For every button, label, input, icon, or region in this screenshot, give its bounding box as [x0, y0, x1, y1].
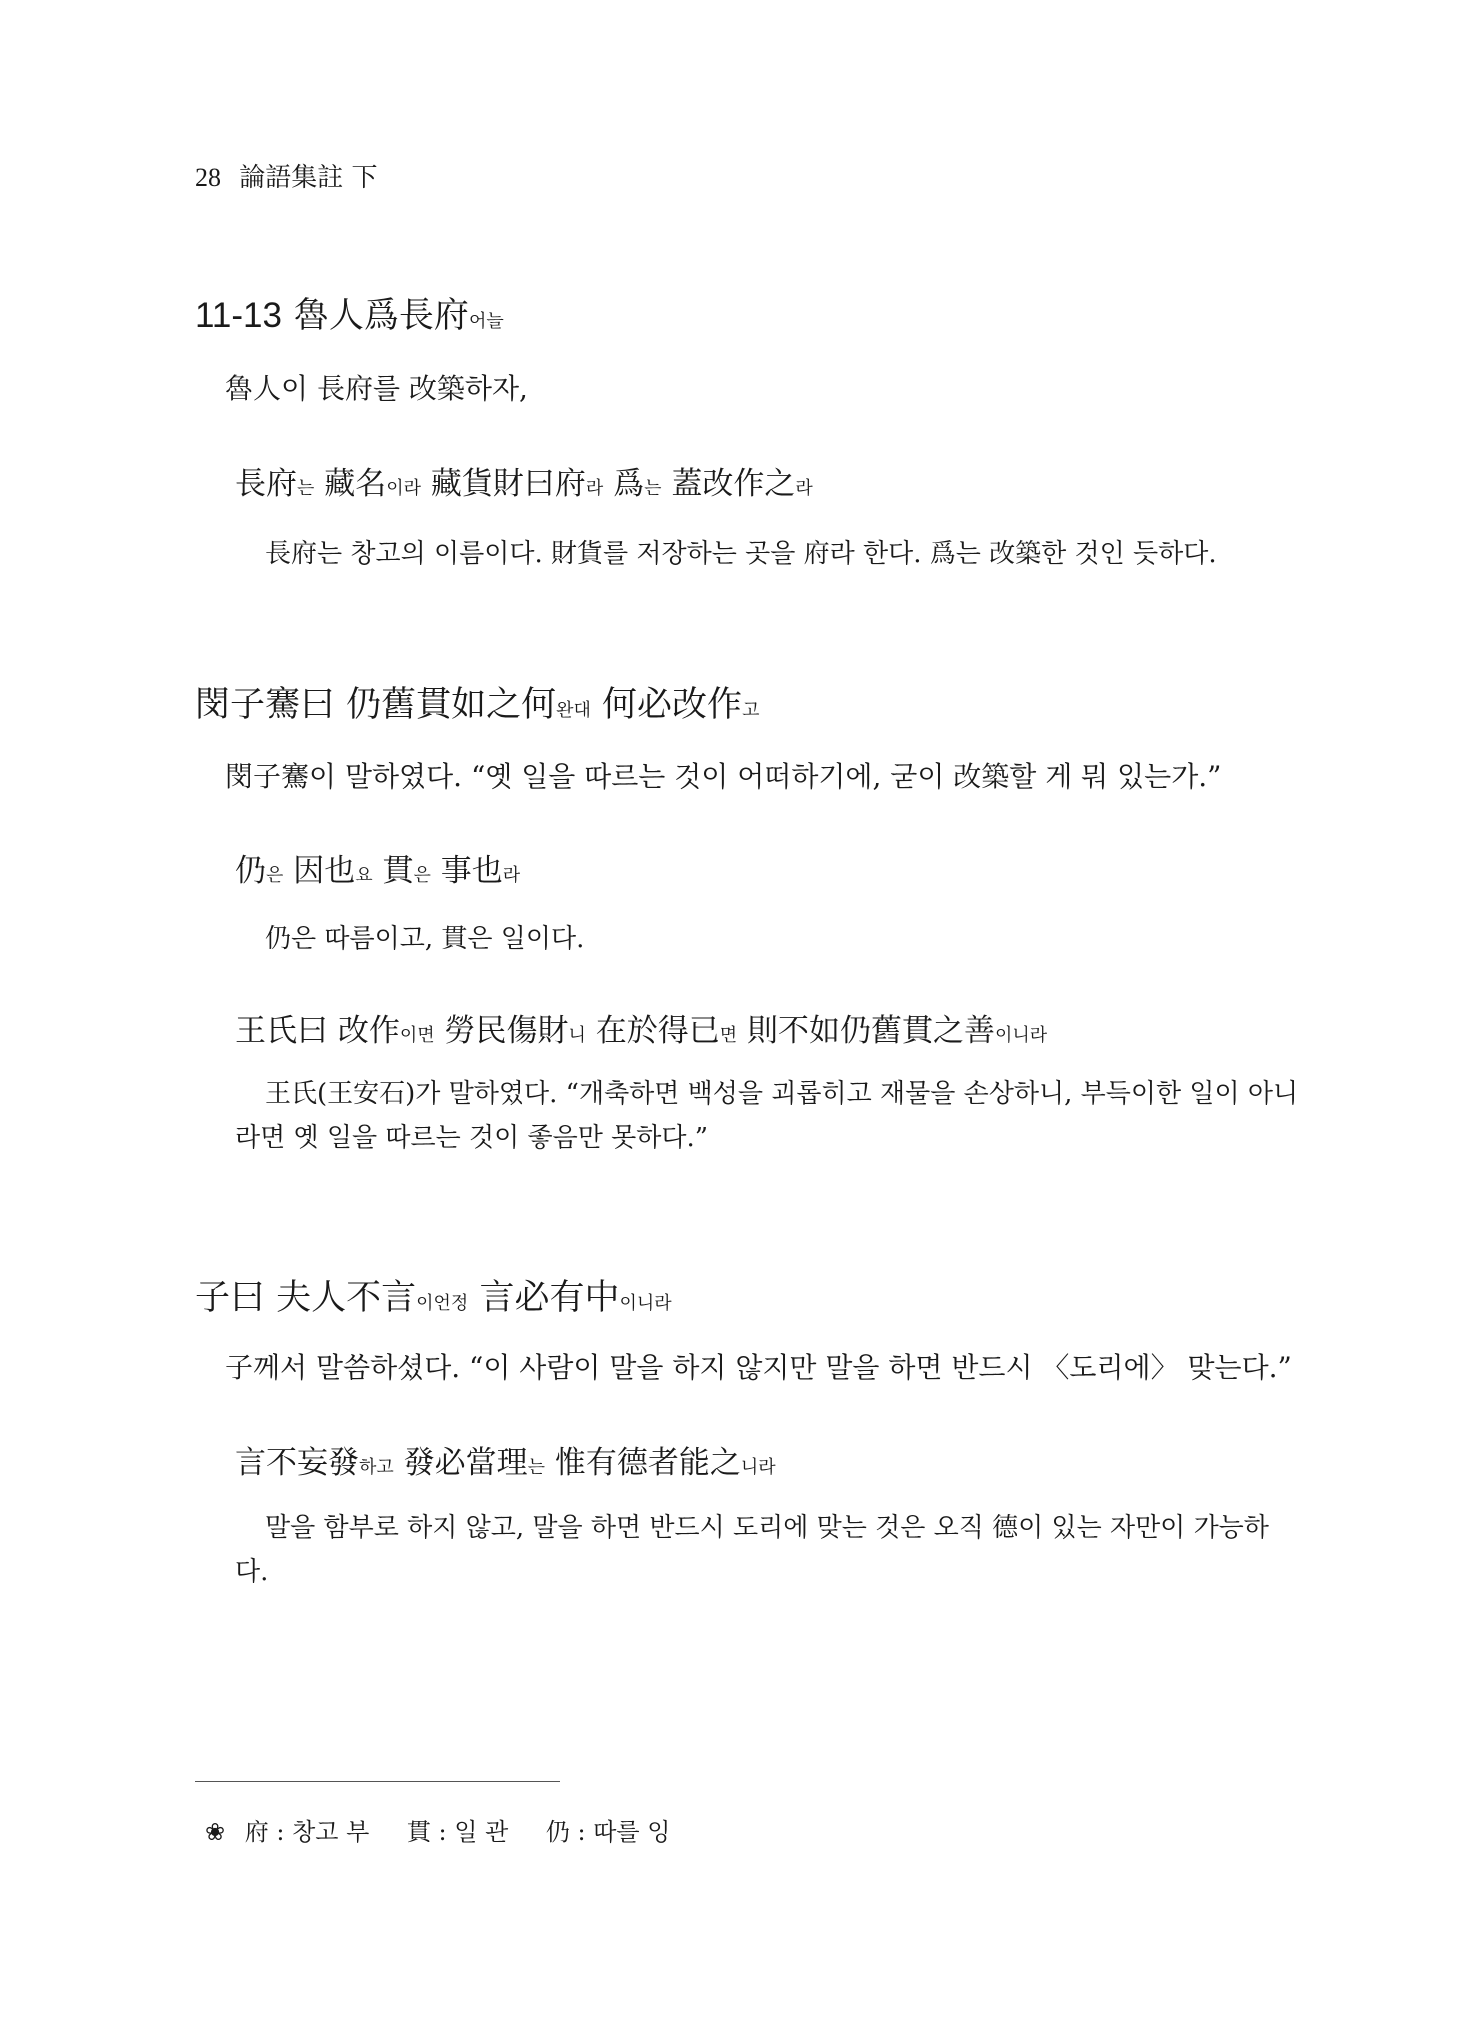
classical-text: 事也: [430, 853, 503, 889]
reading-gloss: 하고: [359, 1457, 394, 1478]
reading-gloss: 이니라: [995, 1025, 1048, 1046]
passage-1-commentary: [235, 458, 813, 503]
passage-3-commentary-translation: 말을 함부로 하지 않고, 말을 하면 반드시 도리에 맞는 것은 오직 德이 있는 자만이 가능하다.: [235, 1513, 1269, 1587]
reading-gloss: 는: [644, 478, 662, 499]
classical-text: 王氏曰 改作: [235, 1013, 400, 1049]
classical-text: 蓋改作之: [661, 466, 796, 502]
classical-text: 藏名: [314, 466, 387, 502]
footnote: [205, 1812, 700, 1847]
classical-text: 閔子騫曰 仍舊貫如之何: [195, 685, 557, 725]
passage-3-translation: 子께서 말씀하셨다. “이 사람이 말을 하지 않지만 말을 하면 반드시 〈도리에〉 맞는다.”: [225, 1351, 1292, 1384]
page-number: 28: [195, 163, 221, 192]
reading-gloss: 니: [568, 1025, 586, 1046]
reading-gloss: 라: [795, 478, 813, 499]
classical-text: 言不妄發: [235, 1445, 359, 1481]
reading-gloss: 완대: [556, 700, 591, 721]
reading-gloss: 이언정: [416, 1293, 469, 1314]
reading-gloss: 이면: [399, 1025, 435, 1046]
footnote-item: 貫 : 일 관: [406, 1818, 509, 1846]
passage-1-commentary-translation: 長府는 창고의 이름이다. 財貨를 저장하는 곳을 府라 한다. 爲는 改築한 것인 듯하다.: [265, 539, 1217, 569]
passage-1-gloss: 어늘: [468, 311, 504, 332]
reading-gloss: 은: [413, 865, 431, 886]
passage-2-commentary-1: [235, 845, 520, 890]
classical-text: 則不如仍舊貫之善: [737, 1013, 995, 1049]
reading-gloss: 라: [502, 865, 521, 886]
passage-2-translation: 閔子騫이 말하였다. “옛 일을 따르는 것이 어떠하기에, 굳이 改築할 게 뭐 있는가.”: [225, 760, 1222, 793]
classical-text: 發必當理: [393, 1445, 528, 1481]
reading-gloss: 는: [527, 1457, 546, 1478]
footnote-mark: ❀: [205, 1818, 226, 1846]
passage-2-commentary-2-translation: 王氏(王安石)가 말하였다. “개축하면 백성을 괴롭히고 재물을 손상하니, 부득이한 일이 아니라면 옛 일을 따르는 것이 좋음만 못하다.”: [235, 1079, 1299, 1153]
passage-1-translation: 魯人이 長府를 改築하자,: [225, 372, 528, 405]
classical-text: 貫: [372, 853, 414, 889]
classical-text: 爲: [603, 466, 645, 502]
classical-text: 言必有中: [468, 1278, 620, 1318]
classical-text: 何必改作: [590, 685, 743, 725]
passage-2-commentary-1-translation: 仍은 따름이고, 貫은 일이다.: [265, 924, 585, 954]
footnote-item: 府 : 창고 부: [244, 1818, 370, 1846]
page-header: [195, 157, 378, 194]
classical-text: 子曰 夫人不言: [195, 1278, 417, 1318]
passage-2-commentary-2: [235, 1005, 1047, 1050]
reading-gloss: 면: [719, 1025, 738, 1046]
reading-gloss: 은: [266, 865, 284, 886]
classical-text: 在於得已: [585, 1013, 720, 1049]
reading-gloss: 고: [742, 700, 760, 721]
reading-gloss: 라: [585, 478, 604, 499]
reading-gloss: 는: [297, 478, 315, 499]
passage-1-text: 魯人爲長府: [293, 296, 469, 336]
classical-text: 因也: [283, 853, 356, 889]
passage-code: 11-13: [195, 296, 282, 335]
footnote-rule: [195, 1781, 560, 1782]
book-title: 論語集註 下: [239, 163, 378, 193]
reading-gloss: 이니라: [619, 1293, 672, 1314]
classical-text: 勞民傷財: [434, 1013, 569, 1049]
passage-3-commentary: [235, 1437, 776, 1482]
classical-text: 長府: [235, 466, 297, 502]
passage-3-main: [195, 1270, 672, 1320]
classical-text: 仍: [235, 853, 266, 889]
passage-1-main: [195, 288, 504, 338]
footnote-item: 仍 : 따를 잉: [545, 1818, 671, 1846]
reading-gloss: 요: [355, 865, 373, 886]
passage-2-main: [195, 677, 759, 727]
reading-gloss: 이라: [386, 478, 422, 499]
classical-text: 藏貨財曰府: [421, 466, 586, 502]
reading-gloss: 니라: [740, 1457, 776, 1478]
classical-text: 惟有德者能之: [545, 1445, 741, 1481]
